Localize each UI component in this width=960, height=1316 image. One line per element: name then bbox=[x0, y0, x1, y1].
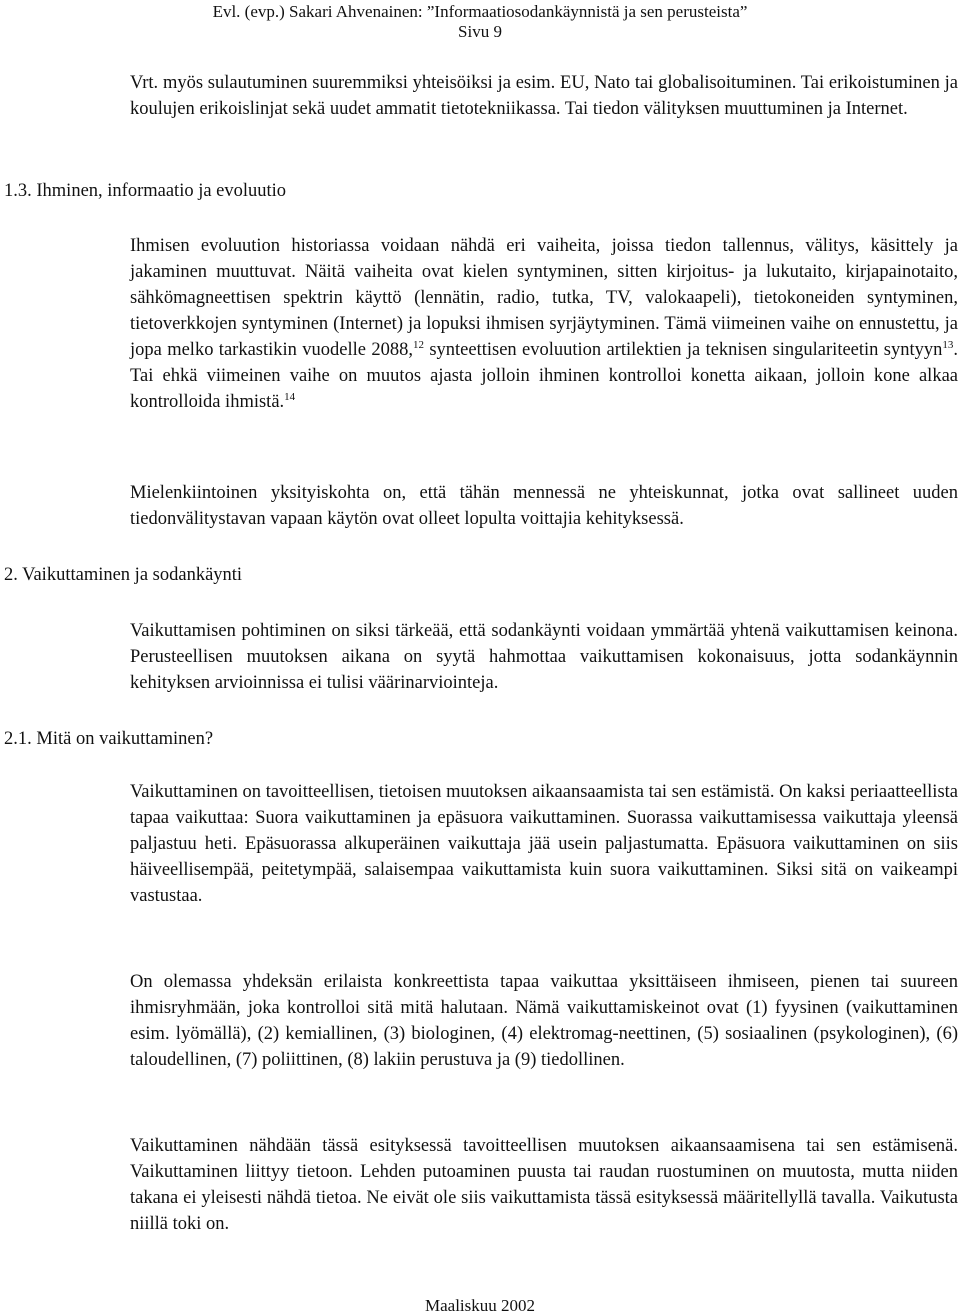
page-footer: Maaliskuu 2002 bbox=[424, 1296, 536, 1315]
page-number: Sivu 9 bbox=[458, 22, 502, 41]
section-heading-1-3: 1.3. Ihminen, informaatio ja evoluutio bbox=[4, 181, 287, 201]
paragraph-text: Ihmisen evoluution historiassa voidaan nähdä eri vaiheita, joissa tiedon tallennus, välitys, käsittely ja jakaminen muuttuvat. Näitä vaiheita ovat kielen syntyminen, sitten kirjoitus- ja lukutaito, kirjapainotaito, sähkömagneettisen spektrin käyttö (lennätin, radio, tutka, TV, valokaapeli), tietokoneiden syntyminen, tietoverkkojen syntyminen (Internet) ja lopuksi ihmisen syrjäytyminen. Tämä viimeinen vaihe on ennustettu, ja jopa melko tarkastikin vuodelle 2088, bbox=[130, 236, 958, 360]
document-title: Evl. (evp.) Sakari Ahvenainen: ”Informaatiosodankäynnistä ja sen perusteista” bbox=[212, 2, 748, 21]
paragraph-text: . Tai ehkä viimeinen vaihe on muutos ajasta jolloin ihminen kontrolloi konetta aikaan, jolloin kone alkaa kontrolloida ihmistä. bbox=[130, 340, 958, 412]
section-heading-2-1: 2.1. Mitä on vaikuttaminen? bbox=[4, 729, 214, 749]
section-heading-2: 2. Vaikuttaminen ja sodankäynti bbox=[4, 565, 243, 585]
intro-paragraph: Vrt. myös sulautuminen suuremmiksi yhteisöiksi ja esim. EU, Nato tai globalisoituminen. Tai erikoistuminen ja koulujen erikoislinjat sekä uudet ammatit tietotekniikassa. Tai tiedon välityksen muuttuminen ja Internet. bbox=[130, 73, 958, 119]
paragraph-influence-definition: Vaikuttaminen on tavoitteellisen, tietoisen muutoksen aikaansaamista tai sen estämistä. On kaksi periaatteellista tapaa vaikuttaa: Suora vaikuttaminen ja epäsuora vaikuttaminen. Suorassa vaikuttamisessa vaikuttaja yleensä paljastuu heti. Epäsuorassa alkuperäinen vaikuttaja jää usein paljastumatta. Epäsuora vaikuttaminen on siis häiveellisempää, peitetympää, salaisempaa vaikuttamista kuin suora vaikuttaminen. Siksi sitä on vaikeampi vastustaa. bbox=[130, 782, 958, 906]
paragraph-detail: Mielenkiintoinen yksityiskohta on, että tähän mennessä ne yhteiskunnat, jotka ovat sallineet uuden tiedonvälitystavan vapaan käytön ovat olleet lopulta voittajia kehityksessä. bbox=[130, 483, 958, 529]
paragraph-influence-knowledge: Vaikuttaminen nähdään tässä esityksessä tavoitteellisen muutoksen aikaansaamisena tai sen estämisenä. Vaikuttaminen liittyy tietoon. Lehden putoaminen puusta tai raudan ruostuminen on muutosta, mutta niiden takana ei yleisesti nähdä tietoa. Ne eivät ole siis vaikuttamista tässä esityksessä määritellyllä tavalla. Vaikutusta niillä toki on. bbox=[130, 1136, 958, 1234]
page-header bbox=[0, 2, 960, 42]
paragraph-influence-methods: On olemassa yhdeksän erilaista konkreettista tapaa vaikuttaa yksittäiseen ihmiseen, pienen tai suureen ihmisryhmään, joka kontrolloi sitä mitä halutaan. Nämä vaikuttamiskeinot ovat (1) fyysinen (vaikuttaminen esim. lyömällä), (2) kemiallinen, (3) biologinen, (4) elektromag-neettinen, (5) sosiaalinen (psykologinen), (6) taloudellinen, (7) poliittinen, (8) lakiin perustuva ja (9) tiedollinen. bbox=[130, 972, 958, 1070]
footnote-ref-13[interactable]: 13 bbox=[942, 338, 954, 351]
footnote-ref-12[interactable]: 12 bbox=[412, 338, 424, 351]
footnote-ref-14[interactable]: 14 bbox=[284, 390, 296, 403]
paragraph-influence-warfare: Vaikuttamisen pohtiminen on siksi tärkeää, että sodankäynti voidaan ymmärtää yhtenä vaikuttamisen keinona. Perusteellisen muutoksen aikana on syytä hahmottaa vaikuttamisen kokonaisuus, jotta sodankäynnin kehityksen arvioinnissa ei tulisi väärinarviointeja. bbox=[130, 621, 958, 693]
paragraph-text: synteettisen evoluution artilektien ja teknisen singulariteetin syntyyn bbox=[423, 340, 943, 360]
paragraph-evolution bbox=[130, 233, 958, 415]
